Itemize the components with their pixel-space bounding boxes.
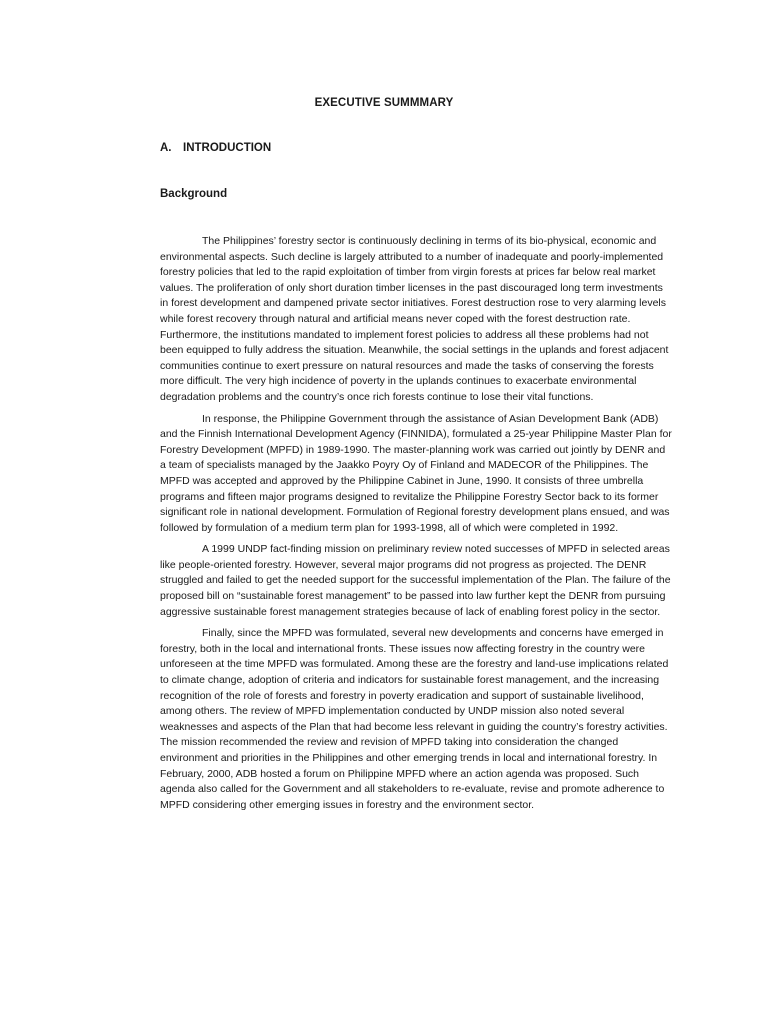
section-heading [160,142,271,154]
page-title: EXECUTIVE SUMMMARY [314,97,454,109]
paragraph: A 1999 UNDP fact-finding mission on preliminary review noted successes of MPFD in selected areas like people-oriented forestry. However, several major programs did not progress as projected. The DENR struggled and failed to get the needed support for the successful implementation of the Plan. The failure of the proposed bill on “sustainable forest management” to be passed into law further kept the DENR from pursuing aggressive sustainable forest management strategies because of lack of enabling forest policy in the sector. [160,543,671,618]
paragraph: The Philippines’ forestry sector is continuously declining in terms of its bio-physical, economic and environmental aspects. Such decline is largely attributed to a number of inadequate and poorly-implemented forestry policies that led to the rapid exploitation of timber from virgin forests at prices far below real market values. The proliferation of only short duration timber licenses in the past discouraged long term investments in forest development and dampened private sector initiatives. Forest destruction rose to very alarming levels while forest recovery through natural and artificial means never coped with the forest destruction rate. Furthermore, the institutions mandated to implement forest policies to address all these problems had not been equipped to fully address the situation. Meanwhile, the social settings in the uplands and forest adjacent communities continue to exert pressure on natural resources and made the tasks of conserving the forests more difficult. The very high incidence of poverty in the uplands continues to exacerbate environmental degradation problems and the country’s once rich forests continue to lose their vital functions. [160,235,669,403]
paragraph: In response, the Philippine Government through the assistance of Asian Development Bank (ADB) and the Finnish International Development Agency (FINNIDA), formulated a 25-year Philippine Master Plan for Forestry Development (MPFD) in 1989-1990. The master-planning work was carried out jointly by DENR and a team of specialists managed by the Jaakko Poyry Oy of Finland and MADECOR of the Philippines. The MPFD was accepted and approved by the Philippine Cabinet in June, 1990. It consists of three umbrella programs and fifteen major programs designed to revitalize the Philippine Forestry Sector back to its former significant role in national development. Formulation of Regional forestry development plans ensued, and was followed by formulation of a medium term plan for 1993-1998, all of which were completed in 1992. [160,412,672,534]
body-text [160,234,672,819]
section-number: A. [160,142,172,154]
paragraph: Finally, since the MPFD was formulated, several new developments and concerns have emerged in forestry, both in the local and international fronts. These issues now affecting forestry in the country were unforeseen at the time MPFD was formulated. Among these are the forestry and land-use implications related to climate change, adoption of criteria and indicators for sustainable forest management, and the increasing recognition of the role of forests and forestry in poverty eradication and support of sustainable livelihood, among others. The review of MPFD implementation conducted by UNDP mission also noted several weaknesses and aspects of the Plan that had become less relevant in guiding the country’s forestry activities. The mission recommended the review and revision of MPFD taking into consideration the changed environment and priorities in the Philippines and other emerging trends in local and international forestry. In February, 2000, ADB hosted a forum on Philippine MPFD where an action agenda was proposed. Such agenda also called for the Government and all stakeholders to re-evaluate, revise and promote adherence to MPFD considering other emerging issues in forestry and the environment sector. [160,627,669,811]
subsection-heading: Background [160,188,228,200]
section-title: INTRODUCTION [183,142,272,154]
